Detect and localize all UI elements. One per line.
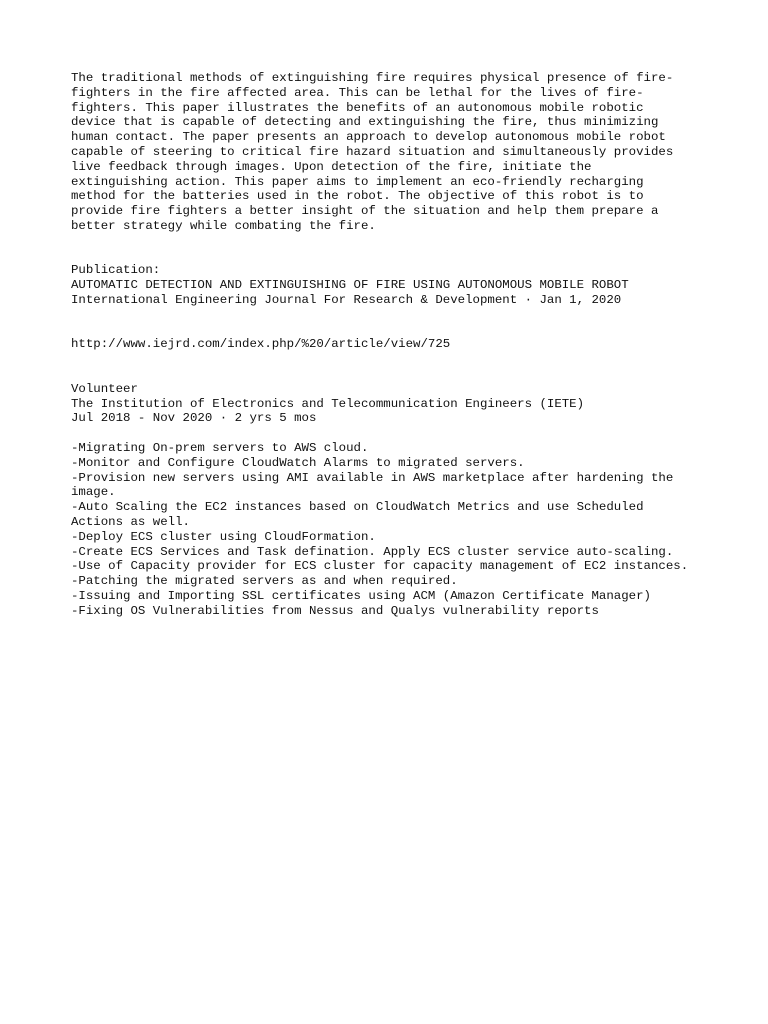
duty-item: -Use of Capacity provider for ECS cluster for capacity management of EC2 instances. [71, 559, 689, 574]
publication-url: http://www.iejrd.com/index.php/%20/article/view/725 [71, 337, 451, 352]
duty-item: Actions as well. [71, 514, 190, 529]
duty-item: -Auto Scaling the EC2 instances based on CloudWatch Metrics and use Scheduled [71, 500, 644, 515]
abstract-line: fighters in the fire affected area. This can be lethal for the lives of fire- [71, 85, 644, 100]
duty-item: image. [71, 485, 116, 500]
duty-item: -Monitor and Configure CloudWatch Alarms to migrated servers. [71, 455, 525, 470]
volunteer-organization: The Institution of Electronics and Telecommunication Engineers (IETE) [71, 396, 585, 411]
abstract-line: fighters. This paper illustrates the benefits of an autonomous mobile robotic [71, 100, 644, 115]
duty-item: -Create ECS Services and Task defination. Apply ECS cluster service auto-scaling. [71, 544, 674, 559]
duty-item: -Provision new servers using AMI available in AWS marketplace after hardening the [71, 470, 674, 485]
duty-item: -Deploy ECS cluster using CloudFormation. [71, 529, 376, 544]
document-page [71, 71, 731, 618]
abstract-line: extinguishing action. This paper aims to implement an eco-friendly recharging [71, 174, 644, 189]
publication-link-section [71, 337, 731, 352]
publication-title: AUTOMATIC DETECTION AND EXTINGUISHING OF FIRE USING AUTONOMOUS MOBILE ROBOT [71, 278, 629, 293]
publication-label: Publication: [71, 263, 161, 278]
abstract-line: method for the batteries used in the robot. The objective of this robot is to [71, 189, 644, 204]
spacer [71, 426, 731, 441]
volunteer-label: Volunteer [71, 381, 138, 396]
abstract-line: live feedback through images. Upon detection of the fire, initiate the [71, 159, 592, 174]
abstract-line: provide fire fighters a better insight of the situation and help them prepare a [71, 204, 659, 219]
duty-item: -Patching the migrated servers as and when required. [71, 574, 458, 589]
abstract-line: better strategy while combating the fire. [71, 218, 376, 233]
publication-journal-date: International Engineering Journal For Research & Development · Jan 1, 2020 [71, 292, 622, 307]
abstract-line: human contact. The paper presents an approach to develop autonomous mobile robot [71, 130, 666, 145]
abstract-paragraph [71, 71, 731, 234]
spacer [71, 308, 731, 338]
abstract-line: The traditional methods of extinguishing fire requires physical presence of fire- [71, 71, 674, 85]
volunteer-section [71, 382, 731, 426]
spacer [71, 234, 731, 264]
publication-section [71, 263, 731, 307]
volunteer-duties-list [71, 441, 731, 619]
abstract-line: device that is capable of detecting and extinguishing the fire, thus minimizing [71, 115, 659, 130]
duty-item: -Issuing and Importing SSL certificates using ACM (Amazon Certificate Manager) [71, 588, 651, 603]
duty-item: -Migrating On-prem servers to AWS cloud. [71, 440, 369, 455]
volunteer-duration: Jul 2018 - Nov 2020 · 2 yrs 5 mos [71, 411, 317, 426]
spacer [71, 352, 731, 382]
duty-item: -Fixing OS Vulnerabilities from Nessus and Qualys vulnerability reports [71, 603, 599, 618]
abstract-line: capable of steering to critical fire hazard situation and simultaneously provides [71, 144, 674, 159]
